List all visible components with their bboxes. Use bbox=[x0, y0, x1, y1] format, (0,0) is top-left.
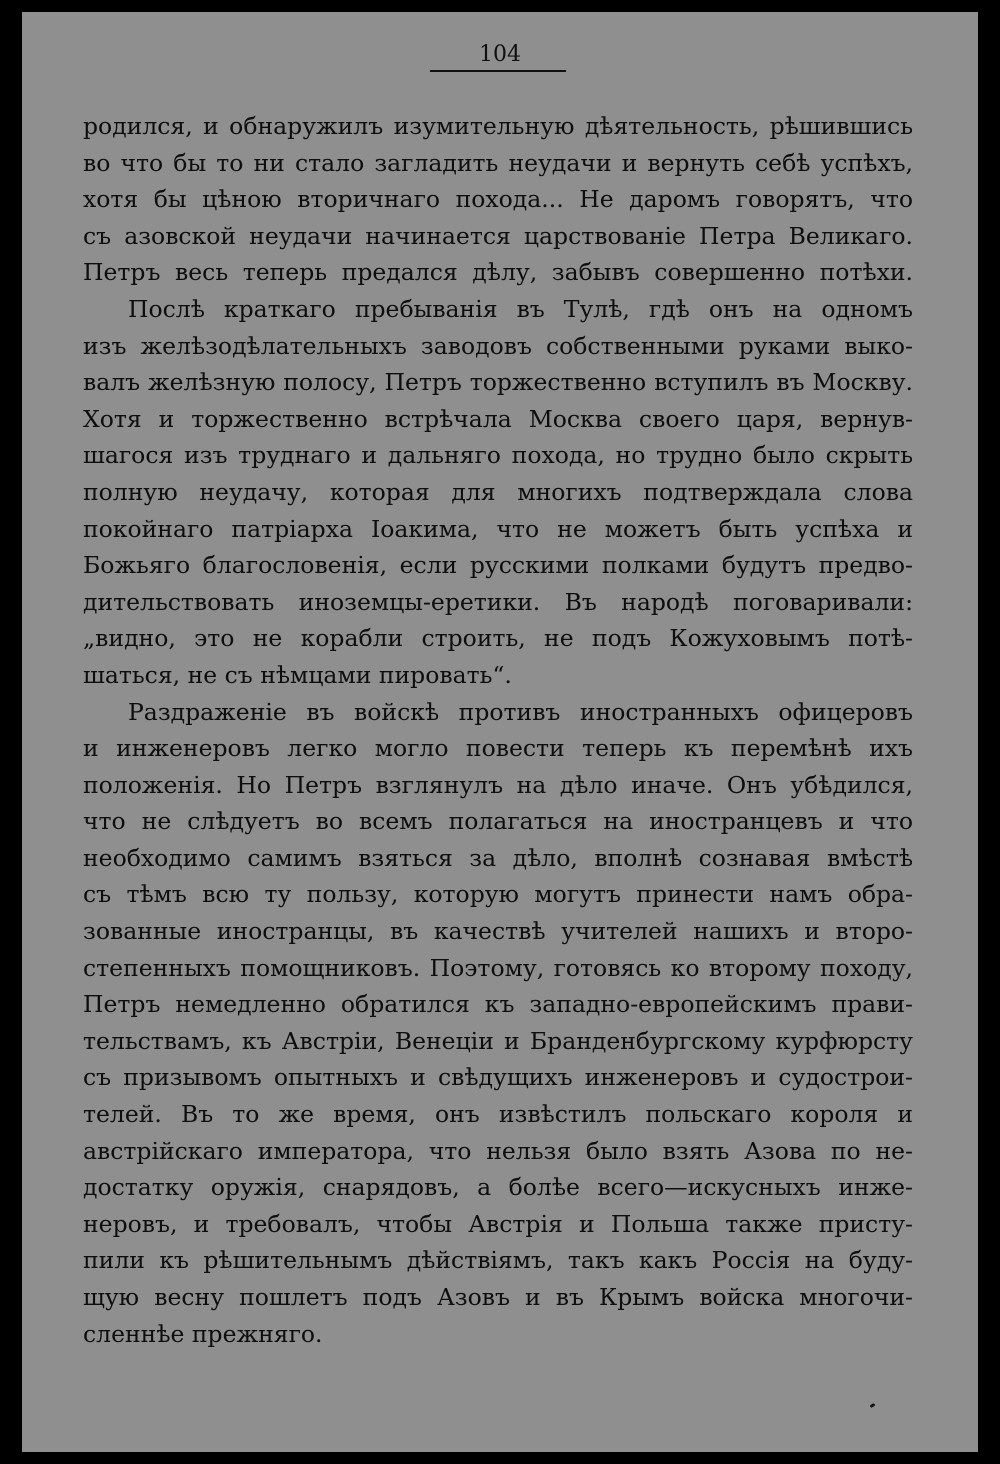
text-line: шаться, не съ нѣмцами пировать“. bbox=[83, 660, 512, 689]
text-line: степенныхъ помощниковъ. Поэтому, готовясь ко второму походу, bbox=[83, 953, 913, 982]
text-line: Божьяго благословенія, если русскими полками будутъ предво- bbox=[83, 551, 913, 580]
text-line: необходимо самимъ взяться за дѣло, вполнѣ сознавая вмѣстѣ bbox=[83, 843, 913, 872]
text-line: телей. Въ то же время, онъ извѣстилъ польскаго короля и bbox=[83, 1100, 913, 1129]
text-line: хотя бы цѣною вторичнаго похода... Не даромъ говорятъ, что bbox=[83, 185, 913, 214]
text-line: дительствовать иноземцы-еретики. Въ народѣ поговаривали: bbox=[83, 587, 913, 616]
text-line: неровъ, и требовалъ, чтобы Австрія и Польша также присту- bbox=[83, 1209, 913, 1238]
text-line: Послѣ краткаго пребыванія въ Тулѣ, гдѣ онъ на одномъ bbox=[128, 294, 913, 323]
text-line: валъ желѣзную полосу, Петръ торжественно вступилъ въ Москву. bbox=[83, 368, 913, 397]
text-line: что не слѣдуетъ во всемъ полагаться на иностранцевъ и что bbox=[83, 807, 913, 836]
book-page bbox=[22, 12, 978, 1452]
text-line: съ азовской неудачи начинается царствованіе Петра Великаго. bbox=[83, 221, 913, 250]
text-line: достатку оружія, снарядовъ, а болѣе всего—искусныхъ инже- bbox=[83, 1173, 913, 1202]
text-line: Раздраженіе въ войскѣ противъ иностранныхъ офицеровъ bbox=[128, 697, 913, 726]
text-line: тельствамъ, къ Австріи, Венеціи и Бранденбургскому курфюрсту bbox=[83, 1026, 913, 1055]
text-line: Петръ немедленно обратился къ западно-европейскимъ прави- bbox=[83, 990, 913, 1019]
text-line: полную неудачу, которая для многихъ подтверждала слова bbox=[83, 477, 913, 506]
text-line: пили къ рѣшительнымъ дѣйствіямъ, такъ какъ Россія на буду- bbox=[83, 1246, 913, 1275]
text-line: и инженеровъ легко могло повести теперь къ перемѣнѣ ихъ bbox=[83, 734, 913, 763]
text-line: „видно, это не корабли строить, не подъ Кожуховымъ потѣ- bbox=[83, 624, 913, 653]
page-number: 104 bbox=[479, 42, 521, 67]
text-line: шагося изъ труднаго и дальняго похода, но трудно было скрыть bbox=[83, 441, 913, 470]
body-text bbox=[83, 108, 913, 1352]
text-line: Петръ весь теперь предался дѣлу, забывъ совершенно потѣхи. bbox=[83, 258, 913, 287]
text-line: австрійскаго императора, что нельзя было взять Азова по не- bbox=[83, 1136, 913, 1165]
text-line: положенія. Но Петръ взглянулъ на дѣло иначе. Онъ убѣдился, bbox=[83, 770, 913, 799]
text-line: щую весну пошлетъ подъ Азовъ и въ Крымъ войска многочи- bbox=[83, 1283, 913, 1311]
text-line: родился, и обнаружилъ изумительную дѣятельность, рѣшившись bbox=[83, 112, 913, 140]
text-line: Хотя и торжественно встрѣчала Москва своего царя, вернув- bbox=[83, 404, 913, 433]
text-line: съ тѣмъ всю ту пользу, которую могутъ принести намъ обра- bbox=[83, 880, 913, 909]
text-line: покойнаго патріарха Іоакима, что не можетъ быть успѣха и bbox=[83, 514, 913, 543]
text-line: съ призывомъ опытныхъ и свѣдущихъ инженеровъ и судострои- bbox=[83, 1063, 913, 1092]
text-line: сленнѣе прежняго. bbox=[83, 1319, 323, 1348]
text-line: во что бы то ни стало загладить неудачи и вернуть себѣ успѣхъ, bbox=[83, 148, 913, 177]
text-line: зованные иностранцы, въ качествѣ учителей нашихъ и второ- bbox=[83, 917, 913, 946]
ink-speck bbox=[870, 1403, 876, 1408]
page-number-rule bbox=[430, 70, 566, 72]
text-line: изъ желѣзодѣлательныхъ заводовъ собственными руками выко- bbox=[83, 331, 913, 360]
